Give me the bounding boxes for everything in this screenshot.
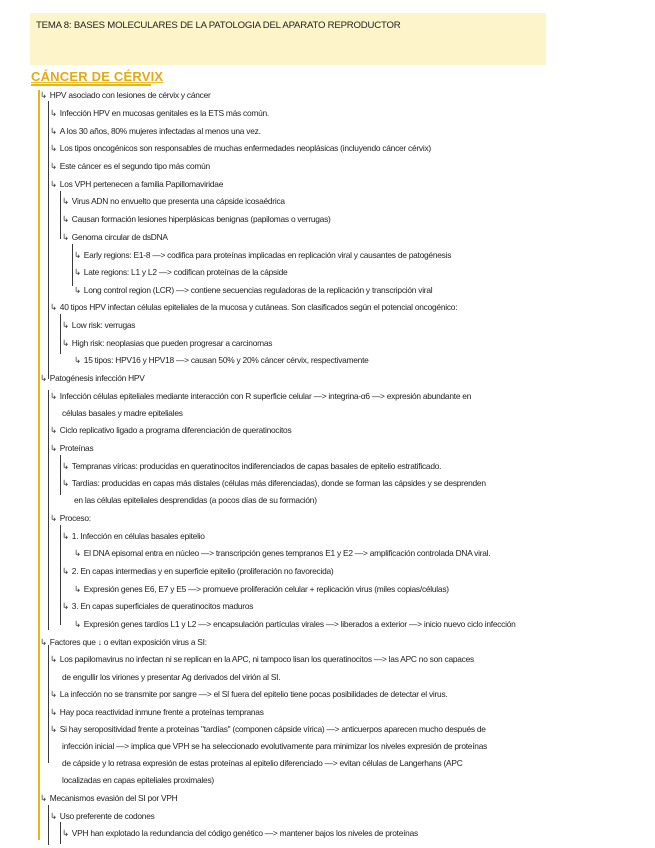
list-item: ↳ Infección células epiteliales mediante interacción con R superficie celular —> integrina-α6 —> expresión abundante en (50, 391, 472, 401)
list-item: ↳ Este cáncer es el segundo tipo más común (50, 161, 210, 171)
list-item: ↳ Hay poca reactividad inmune frente a proteínas tempranas (50, 707, 264, 717)
tree-line-hpv (48, 101, 49, 379)
tree-line-patogenesis (48, 390, 49, 630)
list-item: ↳ Si hay seropositividad frente a proteínas "tardías" (componen cápside vírica) —> anticuerpos aparecen mucho después de (50, 724, 486, 734)
list-item: ↳ High risk: neoplasias que pueden progresar a carcinomas (62, 338, 273, 348)
tree-line-root (38, 90, 40, 840)
list-item: ↳ Tardías: producidas en capas más distales (células más diferenciadas), donde se forman las cápsides y se desprenden (62, 478, 486, 488)
list-item: de cápside y lo retrasa expresión de estas proteínas al epitelio diferenciado —> evitan células de Langerhans (APC (62, 758, 463, 768)
list-item: ↳ Ciclo replicativo ligado a programa diferenciación de queratinocitos (50, 425, 292, 435)
page-title: TEMA 8: BASES MOLECULARES DE LA PATOLOGIA DEL APARATO REPRODUCTOR (36, 20, 401, 31)
list-item: ↳ Factores que ↓ o evitan exposición virus a SI: (40, 637, 207, 647)
list-item: ↳ A los 30 años, 80% mujeres infectadas al menos una vez. (50, 126, 261, 136)
list-item: ↳ Tempranas víricas: producidas en queratinocitos indiferenciados de capas basales de epitelio estratificado. (62, 461, 442, 471)
tree-line-proteinas (60, 455, 61, 495)
list-item: ↳ Long control region (LCR) —> contiene secuencias reguladoras de la replicación y transcripción viral (74, 285, 433, 295)
list-item: ↳ El DNA episomal entra en núcleo —> transcripción genes tempranos E1 y E2 —> amplificación controlada DNA viral. (74, 548, 491, 558)
list-item: ↳ Causan formación lesiones hiperplásicas benignas (papilomas o verrugas) (62, 214, 331, 224)
tree-line-proceso (60, 525, 61, 625)
tree-line-tipos (60, 314, 61, 354)
list-item: ↳ Late regions: L1 y L2 —> codifican proteínas de la cápside (74, 267, 288, 277)
list-item: ↳ Expresión genes E6, E7 y E5 —> promueve proliferación celular + replicación virus (miles copias/células) (74, 584, 449, 594)
list-item: en las células epiteliales desprendidas (a pocos días de su formación) (74, 495, 317, 505)
list-item: infección inicial —> implica que VPH se ha seleccionado evolutivamente para minimizar los niveles expresión de proteínas (62, 741, 488, 751)
list-item: ↳ Los tipos oncogénicos son responsables de muchas enfermedades neoplásicas (incluyendo cáncer cérvix) (50, 143, 431, 153)
list-item: ↳ Early regions: E1-8 —> codifica para proteínas implicadas en replicación viral y causantes de patogénesis (74, 250, 452, 260)
list-item: ↳ 3. En capas superficiales de queratinocitos maduros (62, 601, 254, 611)
list-item: ↳ La infección no se transmite por sangre —> el SI fuera del epitelio tiene pocas posibilidades de detectar el virus. (50, 689, 448, 699)
list-item: ↳ Los papilomavirus no infectan ni se replican en la APC, ni tampoco lisan los queratinocitos —> las APC no son capaces (50, 654, 474, 664)
list-item: ↳ Proceso: (50, 513, 91, 523)
list-item: ↳ Proteínas (50, 443, 94, 453)
list-item: de engullir los viriones y presentar Ag derivados del virión al SI. (62, 672, 281, 682)
list-item: ↳ 15 tipos: HPV16 y HPV18 —> causan 50% y 20% cáncer cérvix, respectivamente (74, 355, 369, 365)
list-item: ↳ Los VPH pertenecen a familia Papillomaviridae (50, 179, 224, 189)
list-item: localizadas en capas epiteliales proximales) (62, 775, 214, 785)
tree-line-genoma (72, 244, 73, 286)
tree-line-factores (48, 645, 49, 763)
tree-line-vph (60, 191, 61, 239)
list-item: ↳ Low risk: verrugas (62, 320, 136, 330)
list-item: ↳ Genoma circular de dsDNA (62, 232, 168, 242)
tree-line-mecanismos (48, 805, 49, 845)
title-underline (31, 84, 151, 86)
list-item: ↳ Virus ADN no envuelto que presenta una cápside icosaédrica (62, 196, 285, 206)
list-item: ↳ Uso preferente de codones (50, 811, 155, 821)
list-item: ↳ HPV asociado con lesiones de cérvix y cáncer (40, 90, 211, 100)
list-item: células basales y madre epiteliales (62, 408, 183, 418)
list-item: ↳ Patogénesis infección HPV (40, 373, 145, 383)
list-item: ↳ VPH han explotado la redundancia del código genético —> mantener bajos los niveles de proteínas (62, 828, 418, 838)
tree-line-codones (60, 822, 61, 844)
list-item: ↳ 40 tipos HPV infectan células epiteliales de la mucosa y cutáneas. Son clasificados según el potencial oncogénico: (50, 302, 458, 312)
list-item: ↳ Expresión genes tardíos L1 y L2 —> encapsulación partículas virales —> liberados a exterior —> inicio nuevo ciclo infección (74, 619, 516, 629)
list-item: ↳ Infección HPV en mucosas genitales es la ETS más común. (50, 108, 270, 118)
list-item: ↳ 2. En capas intermedias y en superficie epitelio (proliferación no favorecida) (62, 566, 334, 576)
section-title: CÁNCER DE CÉRVIX (31, 69, 164, 84)
list-item: ↳ Mecanismos evasión del SI por VPH (40, 793, 178, 803)
list-item: ↳ 1. Infección en células basales epitelio (62, 531, 205, 541)
